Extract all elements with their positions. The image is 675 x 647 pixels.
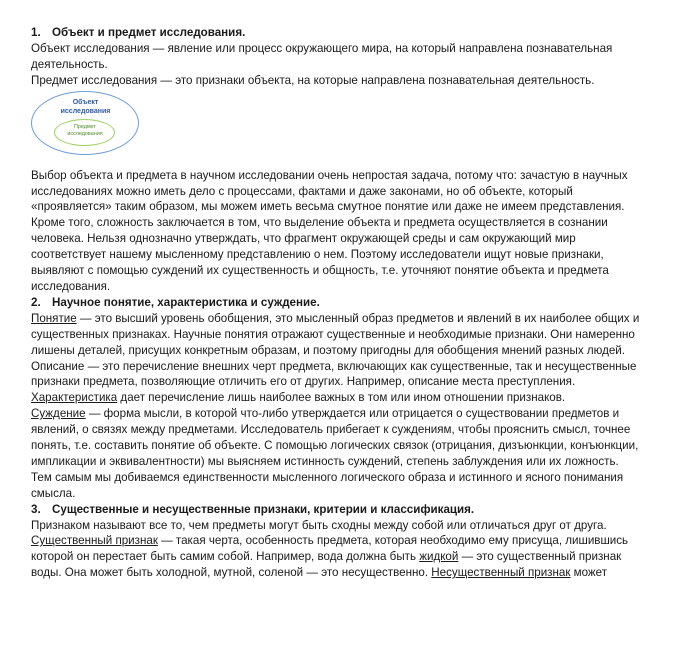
characteristic-term: Характеристика <box>31 391 118 405</box>
section-1-number: 1. <box>31 26 41 39</box>
judgement-paragraph <box>31 406 641 501</box>
nonessential-feature-term: Несущественный признак <box>431 566 571 580</box>
subject-label-line-1: Предмет <box>74 123 96 130</box>
object-label-line-1: Объект <box>72 98 99 106</box>
section-3-number: 3. <box>31 502 41 516</box>
document-page <box>31 25 641 581</box>
section-3-heading <box>31 502 641 518</box>
judgement-text: — форма мысли, в которой что-либо утверждается или отрицается о существовании предметов и явлений, о связях между предметами. Исследователь прибегает к суждениям, чтобы прояснить смысл, точнее понять, т.е. составить понятие об объекте. С помощью логических связок (отрицания, дизъюнкции, конъюнкции, импликации и эквивалентности) мы выясняем истинность суждений, степень заблуждения или их ложность. Тем самым мы добиваемся единственности мысленного логического образа и истинного и ясного понимания смысла. <box>31 407 639 500</box>
essential-feature-paragraph <box>31 533 641 581</box>
object-label-line-2: исследования <box>60 107 111 115</box>
water-example-text: — это существенный признак воды. Она может быть холодной, мутной, соленой — это несущественно. <box>31 550 622 580</box>
concept-text: — это высший уровень обобщения, это мысленный образ предметов и явлений в их наиболее общих и существенных признаках. Научные понятия отражают существенные и необходимые признаки. Они намеренно лишены деталей, присущих конкретным образам, и поэтому пригодны для обобщения мнений разных людей. <box>31 311 640 357</box>
judgement-term: Суждение <box>31 407 86 421</box>
characteristic-text: дает перечисление лишь наиболее важных в том или ином отношении признаков. <box>117 391 566 405</box>
subject-definition-paragraph: Предмет исследования — это признаки объекта, на которые направлена познавательная деятельность. <box>31 73 595 87</box>
essential-feature-text: — такая черта, особенность предмета, которая необходимо ему присуща, лишившись которой он перестает быть самим собой. Например, вода должна быть <box>31 534 629 564</box>
object-definition-paragraph: Объект исследования — явление или процесс окружающего мира, на который направлена познавательная деятельность. <box>31 41 613 71</box>
object-subject-choice-paragraph: Выбор объекта и предмета в научном исследовании очень непростая задача, потому что: зачастую в научных исследованиях можно иметь дело с процессами, фактами и даже законами, но об объекте, который «проявляется» таким образом, мы можем иметь весьма смутное понятие или даже не имеем представления. Кроме того, сложность заключается в том, что выделение объекта и предмета осуществляется в сознании человека. Нельзя однозначно утверждать, что фрагмент окружающей среды и сам окружающий мир соответствует нашему мысленному представлению о нем. Поэтому исследователи ищут новые признаки, выявляют с помощью суждений их существенность и общность, т.е. уточняют понятие объекта и предмета исследования. <box>31 168 628 293</box>
concept-term: Понятие <box>31 311 77 325</box>
section-2-heading <box>31 295 641 311</box>
subject-label-line-2: исследования <box>67 130 103 137</box>
description-text: Описание — это перечисление внешних черт предмета, включающих как существенные, так и несущественные признаки предмета, позволяющие отличить его от других. Например, описание места преступления. <box>31 359 637 389</box>
description-paragraph <box>31 359 641 407</box>
feature-definition-paragraph: Признаком называют все то, чем предметы могут быть сходны между собой или отличаться друг от друга. <box>31 518 607 532</box>
liquid-term: жидкой <box>419 550 459 564</box>
object-subject-diagram <box>31 91 641 162</box>
section-2-title: Научное понятие, характеристика и суждение. <box>52 295 320 309</box>
section-1-title: Объект и предмет исследования. <box>52 26 246 39</box>
object-ellipse-label <box>31 98 140 116</box>
section-3-title: Существенные и несущественные признаки, критерии и классификация. <box>52 502 475 516</box>
section-1-heading <box>31 25 641 41</box>
essential-feature-term: Существенный признак <box>31 534 158 548</box>
nonessential-feature-text: может <box>570 566 608 580</box>
subject-ellipse-label <box>54 124 116 138</box>
concept-paragraph <box>31 311 641 359</box>
section-2-number: 2. <box>31 295 41 309</box>
